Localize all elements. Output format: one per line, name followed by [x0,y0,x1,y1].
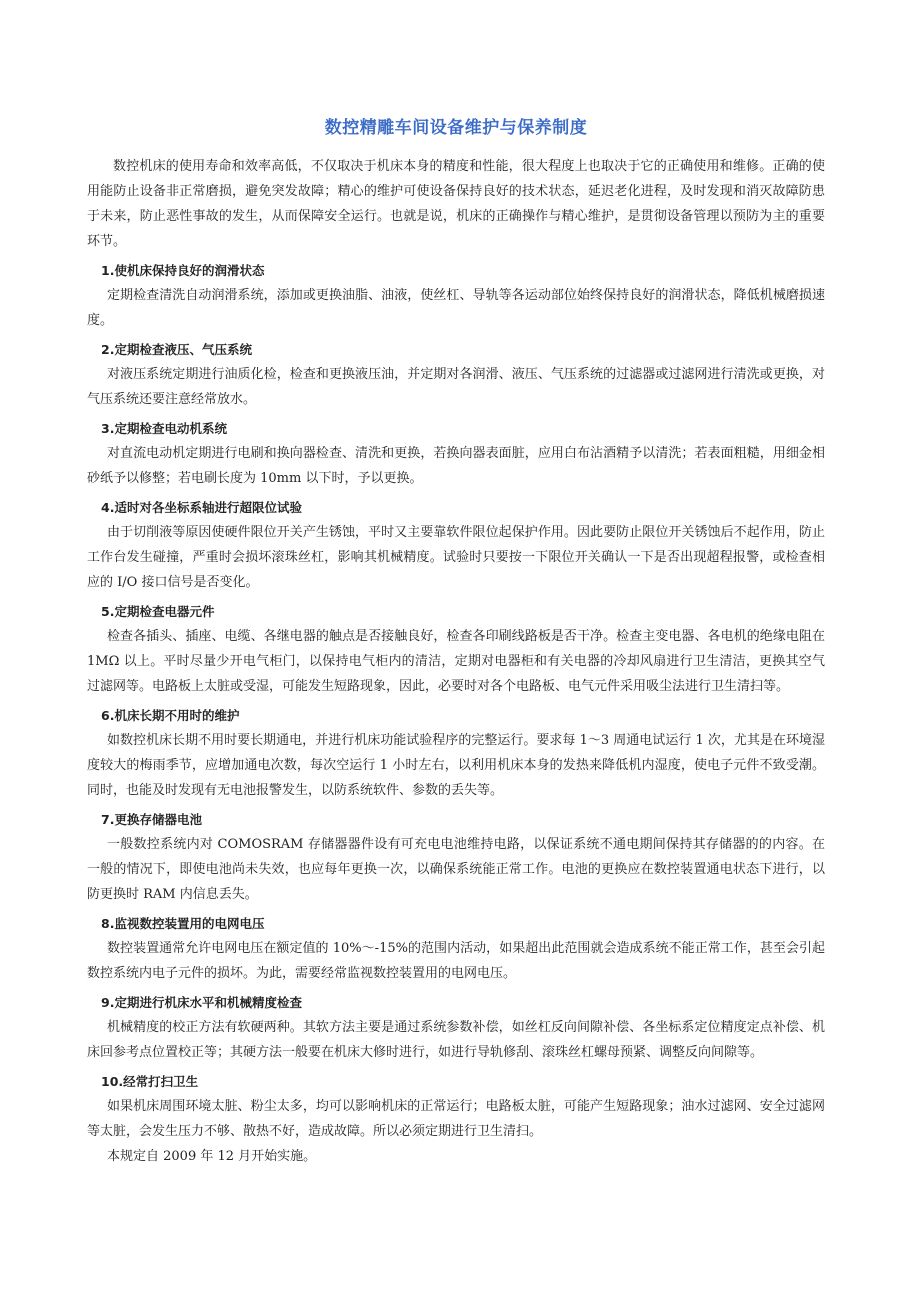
section-10 [87,1069,825,1144]
section-2 [87,337,825,412]
section-heading: 1.使机床保持良好的润滑状态 [101,263,265,278]
section-3 [87,416,825,491]
section-body: 数控装置通常允许电网电压在额定值的 10%～-15%的范围内活动，如果超出此范围就会造成系统不能正常工作，甚至会引起数控系统内电子元件的损坏。为此，需要经常监视数控装置用的电网电压。 [87,941,825,981]
section-body: 一般数控系统内对 COMOSRAM 存储器器件设有可充电电池维持电路，以保证系统不通电期间保持其存储器的的内容。在一般的情况下，即使电池尚未失效，也应每年更换一次，以确保系统能正常工作。电池的更换应在数控装置通电状态下进行，以防更换时 RAM 内信息丢失。 [87,837,825,902]
section-heading: 2.定期检查液压、气压系统 [101,342,252,357]
section-9 [87,990,825,1065]
closing-statement: 本规定自 2009 年 12 月开始实施。 [107,1149,317,1164]
section-1 [87,258,825,333]
section-heading: 3.定期检查电动机系统 [101,421,227,436]
section-heading: 7.更换存储器电池 [101,812,202,827]
section-6 [87,703,825,803]
section-body: 对直流电动机定期进行电刷和换向器检查、清洗和更换，若换向器表面脏，应用白布沾酒精予以清洗；若表面粗糙，用细金相砂纸予以修整；若电刷长度为 10mm 以下时，予以更换。 [87,446,825,486]
section-heading: 5.定期检查电器元件 [101,604,215,619]
section-body: 如果机床周围环境太脏、粉尘太多，均可以影响机床的正常运行；电路板太脏，可能产生短路现象；油水过滤网、安全过滤网等太脏，会发生压力不够、散热不好，造成故障。所以必须定期进行卫生清扫。 [87,1099,825,1139]
section-body: 机械精度的校正方法有软硬两种。其软方法主要是通过系统参数补偿，如丝杠反向间隙补偿、各坐标系定位精度定点补偿、机床回参考点位置校正等；其硬方法一般要在机床大修时进行，如进行导轨修刮、滚珠丝杠螺母预紧、调整反向间隙等。 [87,1020,825,1060]
section-body: 检查各插头、插座、电缆、各继电器的触点是否接触良好，检查各印刷线路板是否干净。检查主变电器、各电机的绝缘电阻在 1MΩ 以上。平时尽量少开电气柜门，以保持电气柜内的清洁，定期对电器柜和有关电器的冷却风扇进行卫生清洁，更换其空气过滤网等。电路板上太脏或受湿，可能发生短路现象，因此，必要时对各个电路板、电气元件采用吸尘法进行卫生清扫等。 [87,629,825,694]
section-heading: 9.定期进行机床水平和机械精度检查 [101,995,302,1010]
section-heading: 10.经常打扫卫生 [101,1074,199,1089]
page-title: 数控精雕车间设备维护与保养制度 [324,118,588,138]
section-body: 由于切削液等原因使硬件限位开关产生锈蚀，平时又主要靠软件限位起保护作用。因此要防止限位开关锈蚀后不起作用，防止工作台发生碰撞，严重时会损坏滚珠丝杠，影响其机械精度。试验时只要按一下限位开关确认一下是否出现超程报警，或检查相应的 I/O 接口信号是否变化。 [87,525,825,590]
intro-paragraph: 数控机床的使用寿命和效率高低，不仅取决于机床本身的精度和性能，很大程度上也取决于它的正确使用和维修。正确的使用能防止设备非正常磨损，避免突发故障；精心的维护可使设备保持良好的技术状态，延迟老化进程，及时发现和消灭故障防患于未来，防止恶性事故的发生，从而保障安全运行。也就是说，机床的正确操作与精心维护，是贯彻设备管理以预防为主的重要环节。 [87,159,825,249]
section-body: 如数控机床长期不用时要长期通电，并进行机床功能试验程序的完整运行。要求每 1～3 周通电试运行 1 次，尤其是在环境湿度较大的梅雨季节，应增加通电次数，每次空运行 1 小时左右，以利用机床本身的发热来降低机内湿度，使电子元件不致受潮。同时，也能及时发现有无电池报警发生，以防系统软件、参数的丢失等。 [87,733,825,798]
section-7 [87,807,825,907]
section-heading: 6.机床长期不用时的维护 [101,708,240,723]
section-body: 定期检查清洗自动润滑系统，添加或更换油脂、油液，使丝杠、导轨等各运动部位始终保持良好的润滑状态，降低机械磨损速度。 [87,288,825,328]
section-4 [87,495,825,595]
document-page [87,112,825,1169]
section-heading: 8.监视数控装置用的电网电压 [101,916,265,931]
section-body: 对液压系统定期进行油质化检，检查和更换液压油，并定期对各润滑、液压、气压系统的过滤器或过滤网进行清洗或更换，对气压系统还要注意经常放水。 [87,367,825,407]
section-8 [87,911,825,986]
section-5 [87,599,825,699]
section-heading: 4.适时对各坐标系轴进行超限位试验 [101,500,302,515]
